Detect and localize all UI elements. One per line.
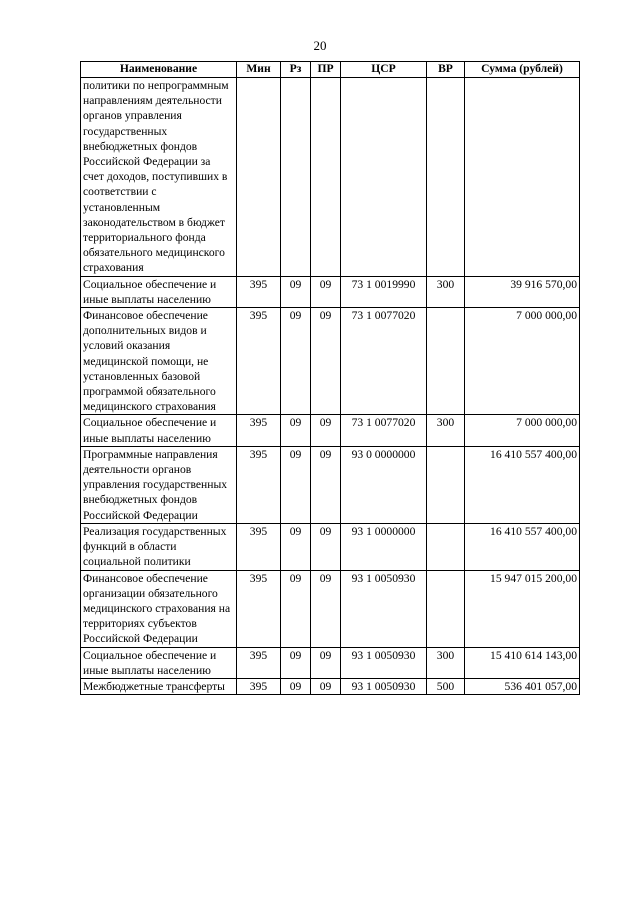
header-pr: ПР	[311, 62, 341, 78]
cell-pr: 09	[311, 446, 341, 523]
cell-vr	[427, 570, 465, 647]
cell-sum	[465, 78, 580, 277]
cell-rz: 09	[281, 276, 311, 307]
table-row	[81, 78, 580, 277]
cell-sum: 16 410 557 400,00	[465, 446, 580, 523]
cell-csr: 93 1 0000000	[341, 523, 427, 570]
cell-sum: 15 947 015 200,00	[465, 570, 580, 647]
cell-name: Социальное обеспечение и иные выплаты населению	[81, 647, 237, 678]
cell-name: Финансовое обеспечение дополнительных видов и условий оказания медицинской помощи, не установленных базовой программой обязательного медицинского страхования	[81, 308, 237, 415]
cell-name: Социальное обеспечение и иные выплаты населению	[81, 276, 237, 307]
header-name: Наименование	[81, 62, 237, 78]
cell-min: 395	[237, 276, 281, 307]
cell-rz: 09	[281, 678, 311, 694]
header-csr: ЦСР	[341, 62, 427, 78]
cell-sum: 7 000 000,00	[465, 415, 580, 446]
cell-pr	[311, 78, 341, 277]
cell-csr: 93 1 0050930	[341, 647, 427, 678]
table-row	[81, 308, 580, 415]
cell-name: Социальное обеспечение и иные выплаты населению	[81, 415, 237, 446]
cell-vr: 300	[427, 276, 465, 307]
cell-vr	[427, 446, 465, 523]
header-min: Мин	[237, 62, 281, 78]
cell-rz: 09	[281, 523, 311, 570]
cell-rz	[281, 78, 311, 277]
cell-min: 395	[237, 570, 281, 647]
cell-vr: 500	[427, 678, 465, 694]
cell-csr: 93 1 0050930	[341, 678, 427, 694]
cell-min: 395	[237, 678, 281, 694]
cell-name: политики по непрограммным направлениям деятельности органов управления государственных внебюджетных фондов Российской Федерации за счет доходов, поступивших в соответствии с установленным законодательством в бюджет территориального фонда обязательного медицинского страхования	[81, 78, 237, 277]
cell-csr: 73 1 0077020	[341, 308, 427, 415]
cell-vr	[427, 78, 465, 277]
cell-vr	[427, 308, 465, 415]
table-row	[81, 523, 580, 570]
cell-pr: 09	[311, 523, 341, 570]
cell-min: 395	[237, 647, 281, 678]
cell-min: 395	[237, 446, 281, 523]
cell-name: Финансовое обеспечение организации обязательного медицинского страхования на территориях субъектов Российской Федерации	[81, 570, 237, 647]
cell-pr: 09	[311, 678, 341, 694]
table-row	[81, 276, 580, 307]
cell-sum: 16 410 557 400,00	[465, 523, 580, 570]
cell-csr: 93 0 0000000	[341, 446, 427, 523]
cell-min: 395	[237, 415, 281, 446]
cell-sum: 15 410 614 143,00	[465, 647, 580, 678]
cell-pr: 09	[311, 570, 341, 647]
cell-sum: 39 916 570,00	[465, 276, 580, 307]
cell-min: 395	[237, 308, 281, 415]
cell-csr: 73 1 0077020	[341, 415, 427, 446]
table-row	[81, 446, 580, 523]
cell-rz: 09	[281, 415, 311, 446]
cell-vr: 300	[427, 647, 465, 678]
cell-csr: 93 1 0050930	[341, 570, 427, 647]
cell-rz: 09	[281, 308, 311, 415]
cell-rz: 09	[281, 570, 311, 647]
table-row	[81, 570, 580, 647]
table-row	[81, 678, 580, 694]
cell-pr: 09	[311, 647, 341, 678]
cell-vr: 300	[427, 415, 465, 446]
page-number: 20	[313, 38, 327, 53]
cell-csr: 73 1 0019990	[341, 276, 427, 307]
header-vr: ВР	[427, 62, 465, 78]
cell-sum: 7 000 000,00	[465, 308, 580, 415]
cell-min	[237, 78, 281, 277]
cell-rz: 09	[281, 446, 311, 523]
header-rz: Рз	[281, 62, 311, 78]
cell-rz: 09	[281, 647, 311, 678]
cell-pr: 09	[311, 308, 341, 415]
cell-pr: 09	[311, 276, 341, 307]
cell-vr	[427, 523, 465, 570]
table-row	[81, 415, 580, 446]
cell-name: Межбюджетные трансферты	[81, 678, 237, 694]
budget-table	[80, 61, 580, 695]
table-header-row	[81, 62, 580, 78]
cell-min: 395	[237, 523, 281, 570]
table-row	[81, 647, 580, 678]
cell-csr	[341, 78, 427, 277]
header-sum: Сумма (рублей)	[465, 62, 580, 78]
cell-pr: 09	[311, 415, 341, 446]
cell-name: Программные направления деятельности органов управления государственных внебюджетных фондов Российской Федерации	[81, 446, 237, 523]
cell-sum: 536 401 057,00	[465, 678, 580, 694]
cell-name: Реализация государственных функций в области социальной политики	[81, 523, 237, 570]
